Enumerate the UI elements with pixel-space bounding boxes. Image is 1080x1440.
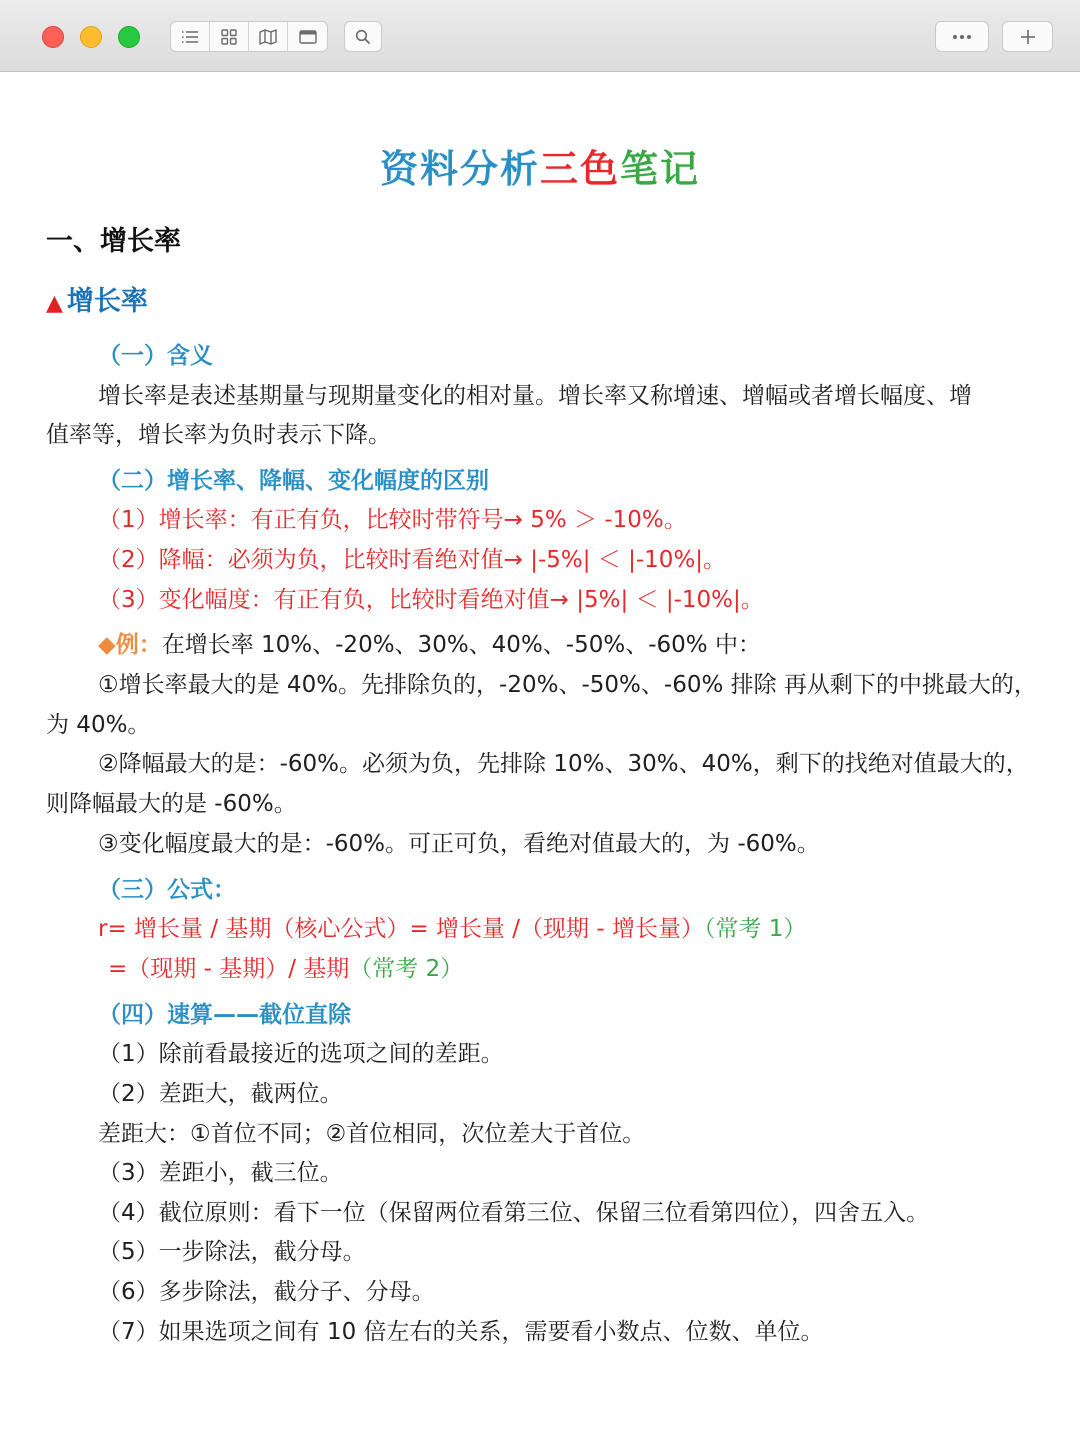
heading-quick-calc: （四）速算——截位直除: [98, 1002, 351, 1028]
search-icon: [354, 28, 372, 46]
paragraph-line: ③变化幅度最大的是：-60%。可正可负，看绝对值最大的，为 -60%。: [98, 831, 820, 857]
paragraph-line: 为 40%。: [46, 712, 151, 738]
formula-main: r= 增长量 / 基期（核心公式）= 增长量 /（现期 - 增长量）: [98, 916, 704, 942]
paragraph-line: 则降幅最大的是 -60%。: [46, 791, 297, 817]
minimize-button[interactable]: [80, 26, 102, 48]
list-item: （3）差距小，截三位。: [98, 1160, 343, 1186]
window-view-button[interactable]: [288, 22, 327, 51]
close-button[interactable]: [42, 26, 64, 48]
title-part-green: 笔记: [620, 147, 701, 191]
list-item: （1）除前看最接近的选项之间的差距。: [98, 1041, 504, 1067]
heading-differences: （二）增长率、降幅、变化幅度的区别: [98, 468, 489, 494]
view-mode-group: [170, 21, 328, 52]
heading-formula: （三）公式：: [98, 877, 236, 903]
subsection-heading-text: 增长率: [66, 286, 148, 317]
new-tab-button[interactable]: [1002, 21, 1053, 52]
formula-main: =（现期 - 基期）/ 基期: [108, 956, 350, 982]
formula-line: [98, 909, 1080, 949]
map-view-button[interactable]: [249, 22, 288, 51]
window-icon: [298, 28, 318, 46]
list-item: （4）截位原则：看下一位（保留两位看第三位、保留三位看第四位），四舍五入。: [98, 1200, 930, 1226]
plus-icon: [1019, 28, 1037, 46]
paragraph-line: 增长率是表述基期量与现期量变化的相对量。增长率又称增速、增幅或者增长幅度、增: [98, 383, 972, 409]
title-part-blue: 资料分析: [379, 147, 540, 191]
list-item: （7）如果选项之间有 10 倍左右的关系，需要看小数点、位数、单位。: [98, 1319, 824, 1345]
triangle-icon: ▲: [46, 291, 63, 316]
example-label: ◆例：: [98, 632, 162, 658]
list-item: （6）多步除法，截分子、分母。: [98, 1279, 435, 1305]
formula-line: [108, 949, 1080, 989]
paragraph-line: ①增长率最大的是 40%。先排除负的，-20%、-50%、-60% 排除 再从剩下的中挑最大的，: [98, 672, 1037, 698]
list-item: （1）增长率：有正有负，比较时带符号→ 5% ＞ -10%。: [98, 507, 687, 533]
grid-view-button[interactable]: [210, 22, 249, 51]
document-content: [0, 72, 1080, 1440]
list-item: （3）变化幅度：有正有负，比较时看绝对值→ |5%| ＜ |-10%|。: [98, 587, 764, 613]
map-icon: [258, 28, 278, 46]
list-item: （2）降幅：必须为负，比较时看绝对值→ |-5%| ＜ |-10%|。: [98, 547, 727, 573]
formula-note: （常考 1）: [703, 916, 807, 942]
list-item: （5）一步除法，截分母。: [98, 1239, 366, 1265]
section-heading: 一、增长率: [46, 226, 181, 257]
zoom-button[interactable]: [118, 26, 140, 48]
formula-note: （常考 2）: [349, 956, 464, 982]
search-button[interactable]: [344, 21, 382, 52]
paragraph-line: 值率等，增长率为负时表示下降。: [46, 422, 391, 448]
grid-icon: [220, 28, 238, 46]
list-view-button[interactable]: [171, 22, 210, 51]
example-text: 在增长率 10%、-20%、30%、40%、-50%、-60% 中：: [161, 632, 761, 658]
title-part-red: 三色: [539, 147, 620, 191]
list-item: 差距大：①首位不同；②首位相同，次位差大于首位。: [98, 1121, 646, 1147]
example-line: [98, 625, 1080, 665]
subsection-heading: [46, 282, 1046, 324]
window-titlebar: [0, 0, 1080, 72]
heading-meaning: （一）含义: [98, 343, 213, 369]
paragraph-line: ②降幅最大的是：-60%。必须为负，先排除 10%、30%、40%，剩下的找绝对值最大的，: [98, 751, 1029, 777]
more-icon: [951, 34, 973, 40]
page-title: [0, 138, 1080, 193]
list-item: （2）差距大，截两位。: [98, 1081, 343, 1107]
list-icon: [180, 29, 200, 45]
more-button[interactable]: [935, 21, 989, 52]
